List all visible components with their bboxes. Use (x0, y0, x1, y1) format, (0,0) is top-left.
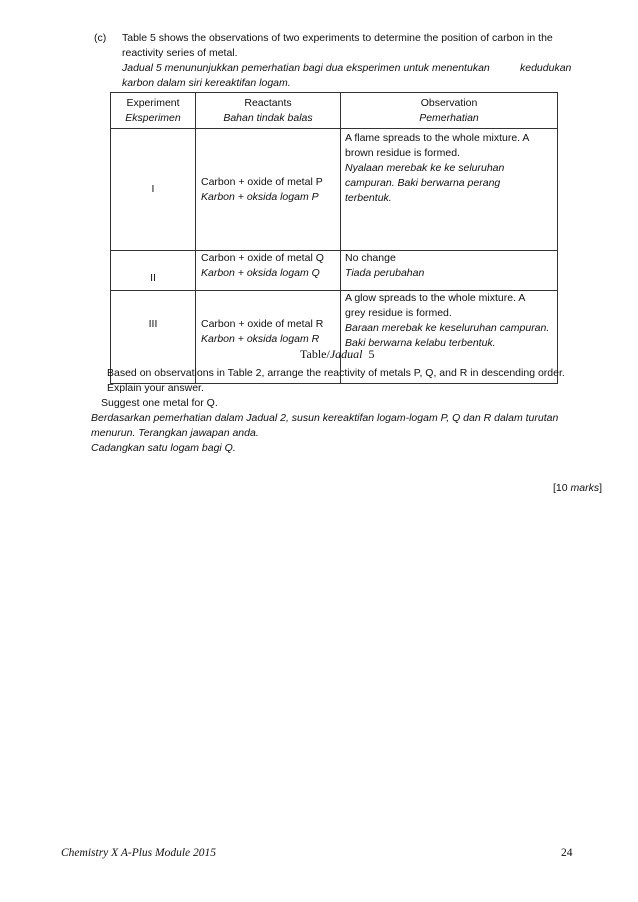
reactant-en: Carbon + oxide of metal R (201, 318, 324, 330)
observation-en: brown residue is formed. (345, 147, 460, 159)
reactant-ms: Karbon + oksida logam R (201, 333, 320, 345)
reactant-ms: Karbon + oksida logam P (201, 190, 319, 203)
table-row (111, 129, 558, 251)
question-text-ms: Jadual 5 menununjukkan pemerhatian bagi dua eksperimen untuk menentukan (122, 62, 490, 74)
observation-ms: Tiada perubahan (345, 267, 425, 279)
observation-ms: campuran. Baki berwarna perang (345, 177, 501, 189)
caption-ms: Jadual (329, 347, 363, 361)
observation-cell (341, 251, 558, 291)
observation-en: grey residue is formed. (345, 307, 452, 319)
table-header-row (111, 93, 558, 129)
experiment-number: II (111, 251, 196, 291)
instruction-en: Explain your answer. (107, 382, 204, 394)
question-text-en: Table 5 shows the observations of two experiments to determine the position of carbon in the (122, 32, 553, 44)
question-label: (c) (94, 32, 107, 44)
experiment-number: I (111, 129, 196, 251)
reactant-cell (196, 129, 341, 251)
instruction-en: Based on observations in Table 2, arrange the reactivity of metals P, Q, and R in descending order. (107, 367, 565, 379)
caption-number: 5 (368, 347, 375, 361)
reactant-en: Carbon + oxide of metal P (201, 175, 323, 188)
header-reactants (196, 93, 341, 129)
question-text-en: reactivity series of metal. (122, 47, 238, 59)
experiment-number-text: III (148, 318, 158, 330)
header-observation (341, 93, 558, 129)
header-en: Observation (420, 96, 478, 109)
observation-ms: Baki berwarna kelabu terbentuk. (345, 337, 496, 349)
observation-table (110, 92, 558, 384)
question-text-ms: karbon dalam siri kereaktifan logam. (122, 77, 291, 89)
instruction-ms: menurun. Terangkan jawapan anda. (91, 427, 259, 439)
observation-ms: terbentuk. (345, 192, 392, 204)
header-en: Experiment (126, 96, 180, 109)
observation-en: No change (345, 252, 396, 264)
observation-ms: Nyalaan merebak ke ke seluruhan (345, 162, 505, 174)
header-ms: Bahan tindak balas (223, 111, 313, 124)
marks-close: ] (599, 482, 603, 494)
observation-ms: Baraan merebak ke keseluruhan campuran. (345, 322, 550, 334)
instruction-ms: Cadangkan satu logam bagi Q. (91, 442, 236, 454)
instruction-en: Suggest one metal for Q. (101, 397, 218, 409)
question-text-ms: kedudukan (520, 62, 572, 74)
table-caption (300, 347, 374, 362)
footer-title: Chemistry X A-Plus Module 2015 (61, 847, 217, 859)
table-row (111, 251, 558, 291)
header-en: Reactants (244, 96, 292, 109)
instruction-ms: Berdasarkan pemerhatian dalam Jadual 2, susun kereaktifan logam-logam P, Q dan R dalam turutan (91, 412, 559, 424)
observation-en: A flame spreads to the whole mixture. A (345, 132, 530, 144)
marks-open: [10 (553, 482, 571, 494)
marks-word: marks (570, 482, 600, 494)
observation-en: A glow spreads to the whole mixture. A (345, 292, 526, 304)
reactant-en: Carbon + oxide of metal Q (201, 252, 324, 264)
caption-en: Table/ (300, 347, 330, 361)
header-experiment (111, 93, 196, 129)
marks-allocation (553, 481, 602, 496)
reactant-cell (196, 251, 341, 291)
reactant-ms: Karbon + oksida logam Q (201, 267, 320, 279)
page-number: 24 (561, 847, 573, 859)
observation-cell (341, 129, 558, 251)
header-ms: Pemerhatian (419, 111, 479, 124)
header-ms: Eksperimen (125, 111, 181, 124)
